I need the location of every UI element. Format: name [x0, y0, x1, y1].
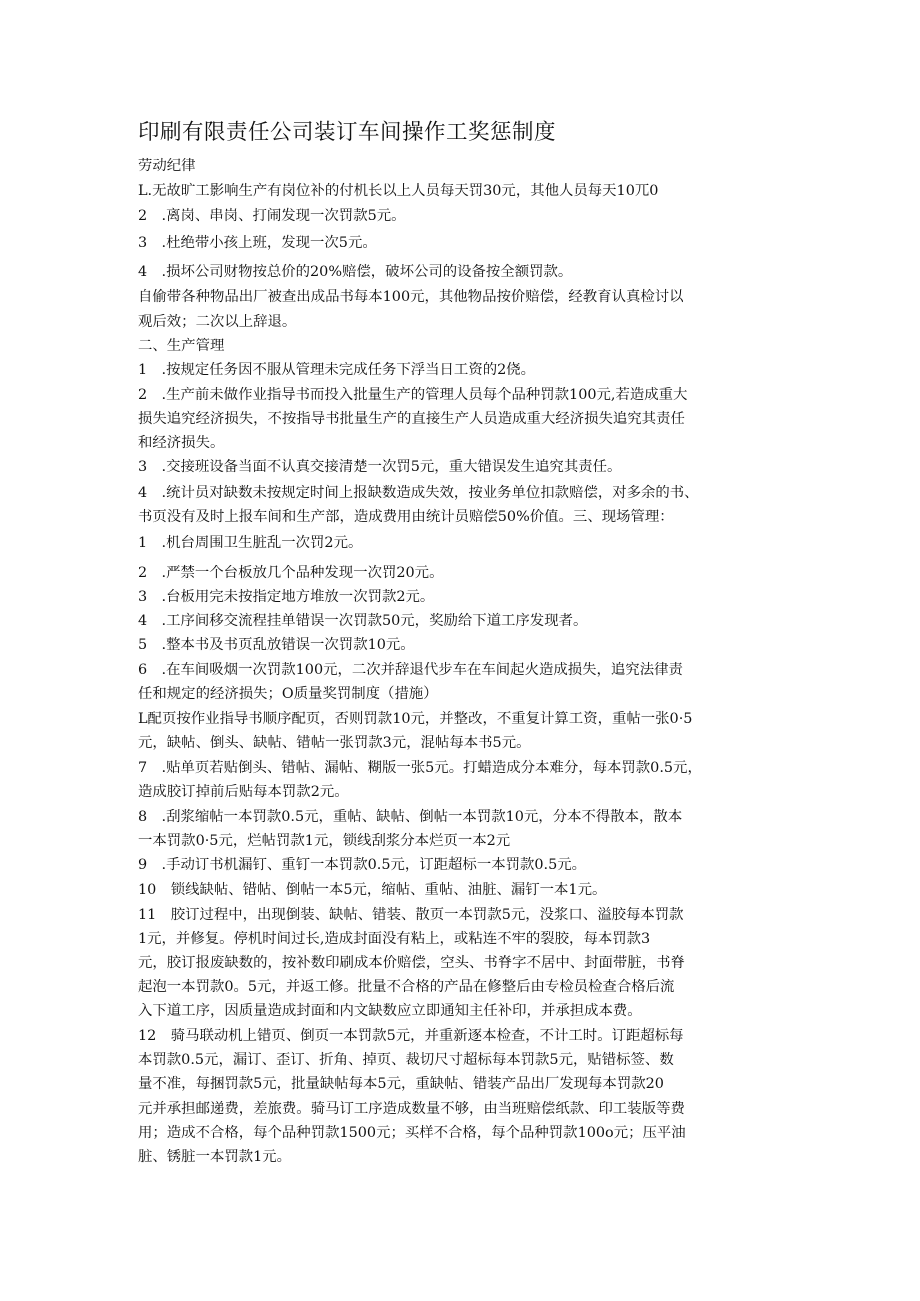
text-line: 量不准，每捆罚款5元，批量缺帖每本5元，重缺帖、错装产品出厂发现每本罚款20 — [138, 1076, 664, 1092]
text-line: 元并承担邮递费，差旅费。骑马订工序造成数量不够，由当班赔偿纸款、印工装版等费 — [138, 1101, 685, 1117]
text-line: 劳动纪律 — [138, 158, 196, 174]
text-line: 5 .整本书及书页乱放错误一次罚款10元。 — [138, 637, 415, 653]
text-line: 10 锁线缺帖、错帖、倒帖一本5元，缩帖、重帖、油脏、漏钉一本1元。 — [138, 882, 607, 898]
text-line: 书页没有及时上报车间和生产部，造成费用由统计员赔偿50%价值。三、现场管理： — [138, 509, 674, 525]
text-line: 9 .手动订书机漏钉、重钉一本罚款0.5元，订距超标一本罚款0.5元。 — [138, 857, 587, 873]
text-line: 一本罚款0·5元，烂帖罚款1元，锁线刮浆分本烂页一本2元 — [138, 833, 511, 849]
text-line: 本罚款0.5元，漏订、歪订、折角、掉页、裁切尺寸超标每本罚款5元，贴错标签、数 — [138, 1052, 674, 1068]
text-line: 3 .交接班设备当面不认真交接清楚一次罚5元，重大错误发生追究其责任。 — [138, 459, 622, 475]
text-line: 用；造成不合格，每个品种罚款1500元；买样不合格，每个品种罚款100o元；压平油 — [138, 1125, 686, 1141]
text-line: 元，胶订报废缺数的，按补数印刷成本价赔偿，空头、书脊字不居中、封面带脏，书脊 — [138, 955, 685, 971]
document-title: 印刷有限责任公司装订车间操作工奖惩制度 — [138, 120, 557, 145]
text-line: L配页按作业指导书顺序配页，否则罚款10元，并整改，不重复计算工资，重帖一张0·5 — [138, 711, 693, 727]
text-line: 起泡一本罚款0。5元，并返工修。批量不合格的产品在修整后由专检员检查合格后流 — [138, 979, 675, 995]
text-line: 8 .刮浆缩帖一本罚款0.5元，重帖、缺帖、倒帖一本罚款10元，分本不得散本，散本 — [138, 809, 683, 825]
text-line: L.无故旷工影响生产有岗位补的付机长以上人员每天罚30元，其他人员每天10兀0 — [138, 183, 659, 199]
section-heading: 二、生产管理 — [138, 338, 225, 354]
text-line: 11 胶订过程中，出现倒装、缺帖、错装、散页一本罚款5元，没浆口、溢胶每本罚款 — [138, 907, 684, 923]
text-line: 损失追究经济损失，不按指导书批量生产的直接生产人员造成重大经济损失追究其责任 — [138, 411, 685, 427]
text-line: 造成胶订掉前后贴每本罚款2元。 — [138, 784, 349, 800]
text-line: 6 .在车间吸烟一次罚款100元，二次并辞退代步车在车间起火造成损失，追究法律责 — [138, 662, 683, 678]
text-line: 2 .离岗、串岗、打闹发现一次罚款5元。 — [138, 208, 406, 224]
text-line: 观后效；二次以上辞退。 — [138, 314, 297, 330]
text-line: 和经济损失。 — [138, 435, 225, 451]
text-line: 脏、锈脏一本罚款1元。 — [138, 1149, 292, 1165]
text-line: 入下道工序，因质量造成封面和内文缺数应立即通知主任补印，并承担成本费。 — [138, 1003, 642, 1019]
text-line: 1 .机台周围卫生脏乱一次罚2元。 — [138, 535, 363, 551]
text-line: 2 .严禁一个台板放几个品种发现一次罚20元。 — [138, 565, 444, 581]
text-line: 3 .台板用完未按指定地方堆放一次罚款2元。 — [138, 589, 435, 605]
text-line: 4 .损坏公司财物按总价的20%赔偿，破坏公司的设备按全额罚款。 — [138, 264, 573, 280]
text-line: 12 骑马联动机上错页、倒页一本罚款5元，并重新逐本检查，不计工时。订距超标每 — [138, 1028, 684, 1044]
text-line: 自偷带各种物品出厂被查出成品书每本100元，其他物品按价赔偿，经教育认真检讨以 — [138, 289, 684, 305]
text-line: 4 .工序间移交流程挂单错误一次罚款50元，奖励给下道工序发现者。 — [138, 613, 588, 629]
text-line: 1 .按规定任务因不服从管理未完成任务下浮当日工资的2侥。 — [138, 362, 536, 378]
text-line: 1元，并修复。停机时间过长,造成封面没有粘上，或粘连不牢的裂胶，每本罚款3 — [138, 931, 651, 947]
text-line: 2 .生产前未做作业指导书而投入批量生产的管理人员每个品种罚款100元,若造成重大 — [138, 387, 688, 403]
text-line: 7 .贴单页若贴倒头、错帖、漏帖、糊版一张5元。打蜡造成分本难分，每本罚款0.5元， — [138, 760, 702, 776]
text-line: 任和规定的经济损失；O质量奖罚制度（措施） — [138, 686, 438, 702]
text-line: 元，缺帖、倒头、缺帖、错帖一张罚款3元，混帖每本书5元。 — [138, 735, 531, 751]
text-line: 3 .杜绝带小孩上班，发现一次5元。 — [138, 235, 377, 251]
text-line: 4 .统计员对缺数未按规定时间上报缺数造成失效，按业务单位扣款赔偿，对多余的书、 — [138, 485, 699, 501]
